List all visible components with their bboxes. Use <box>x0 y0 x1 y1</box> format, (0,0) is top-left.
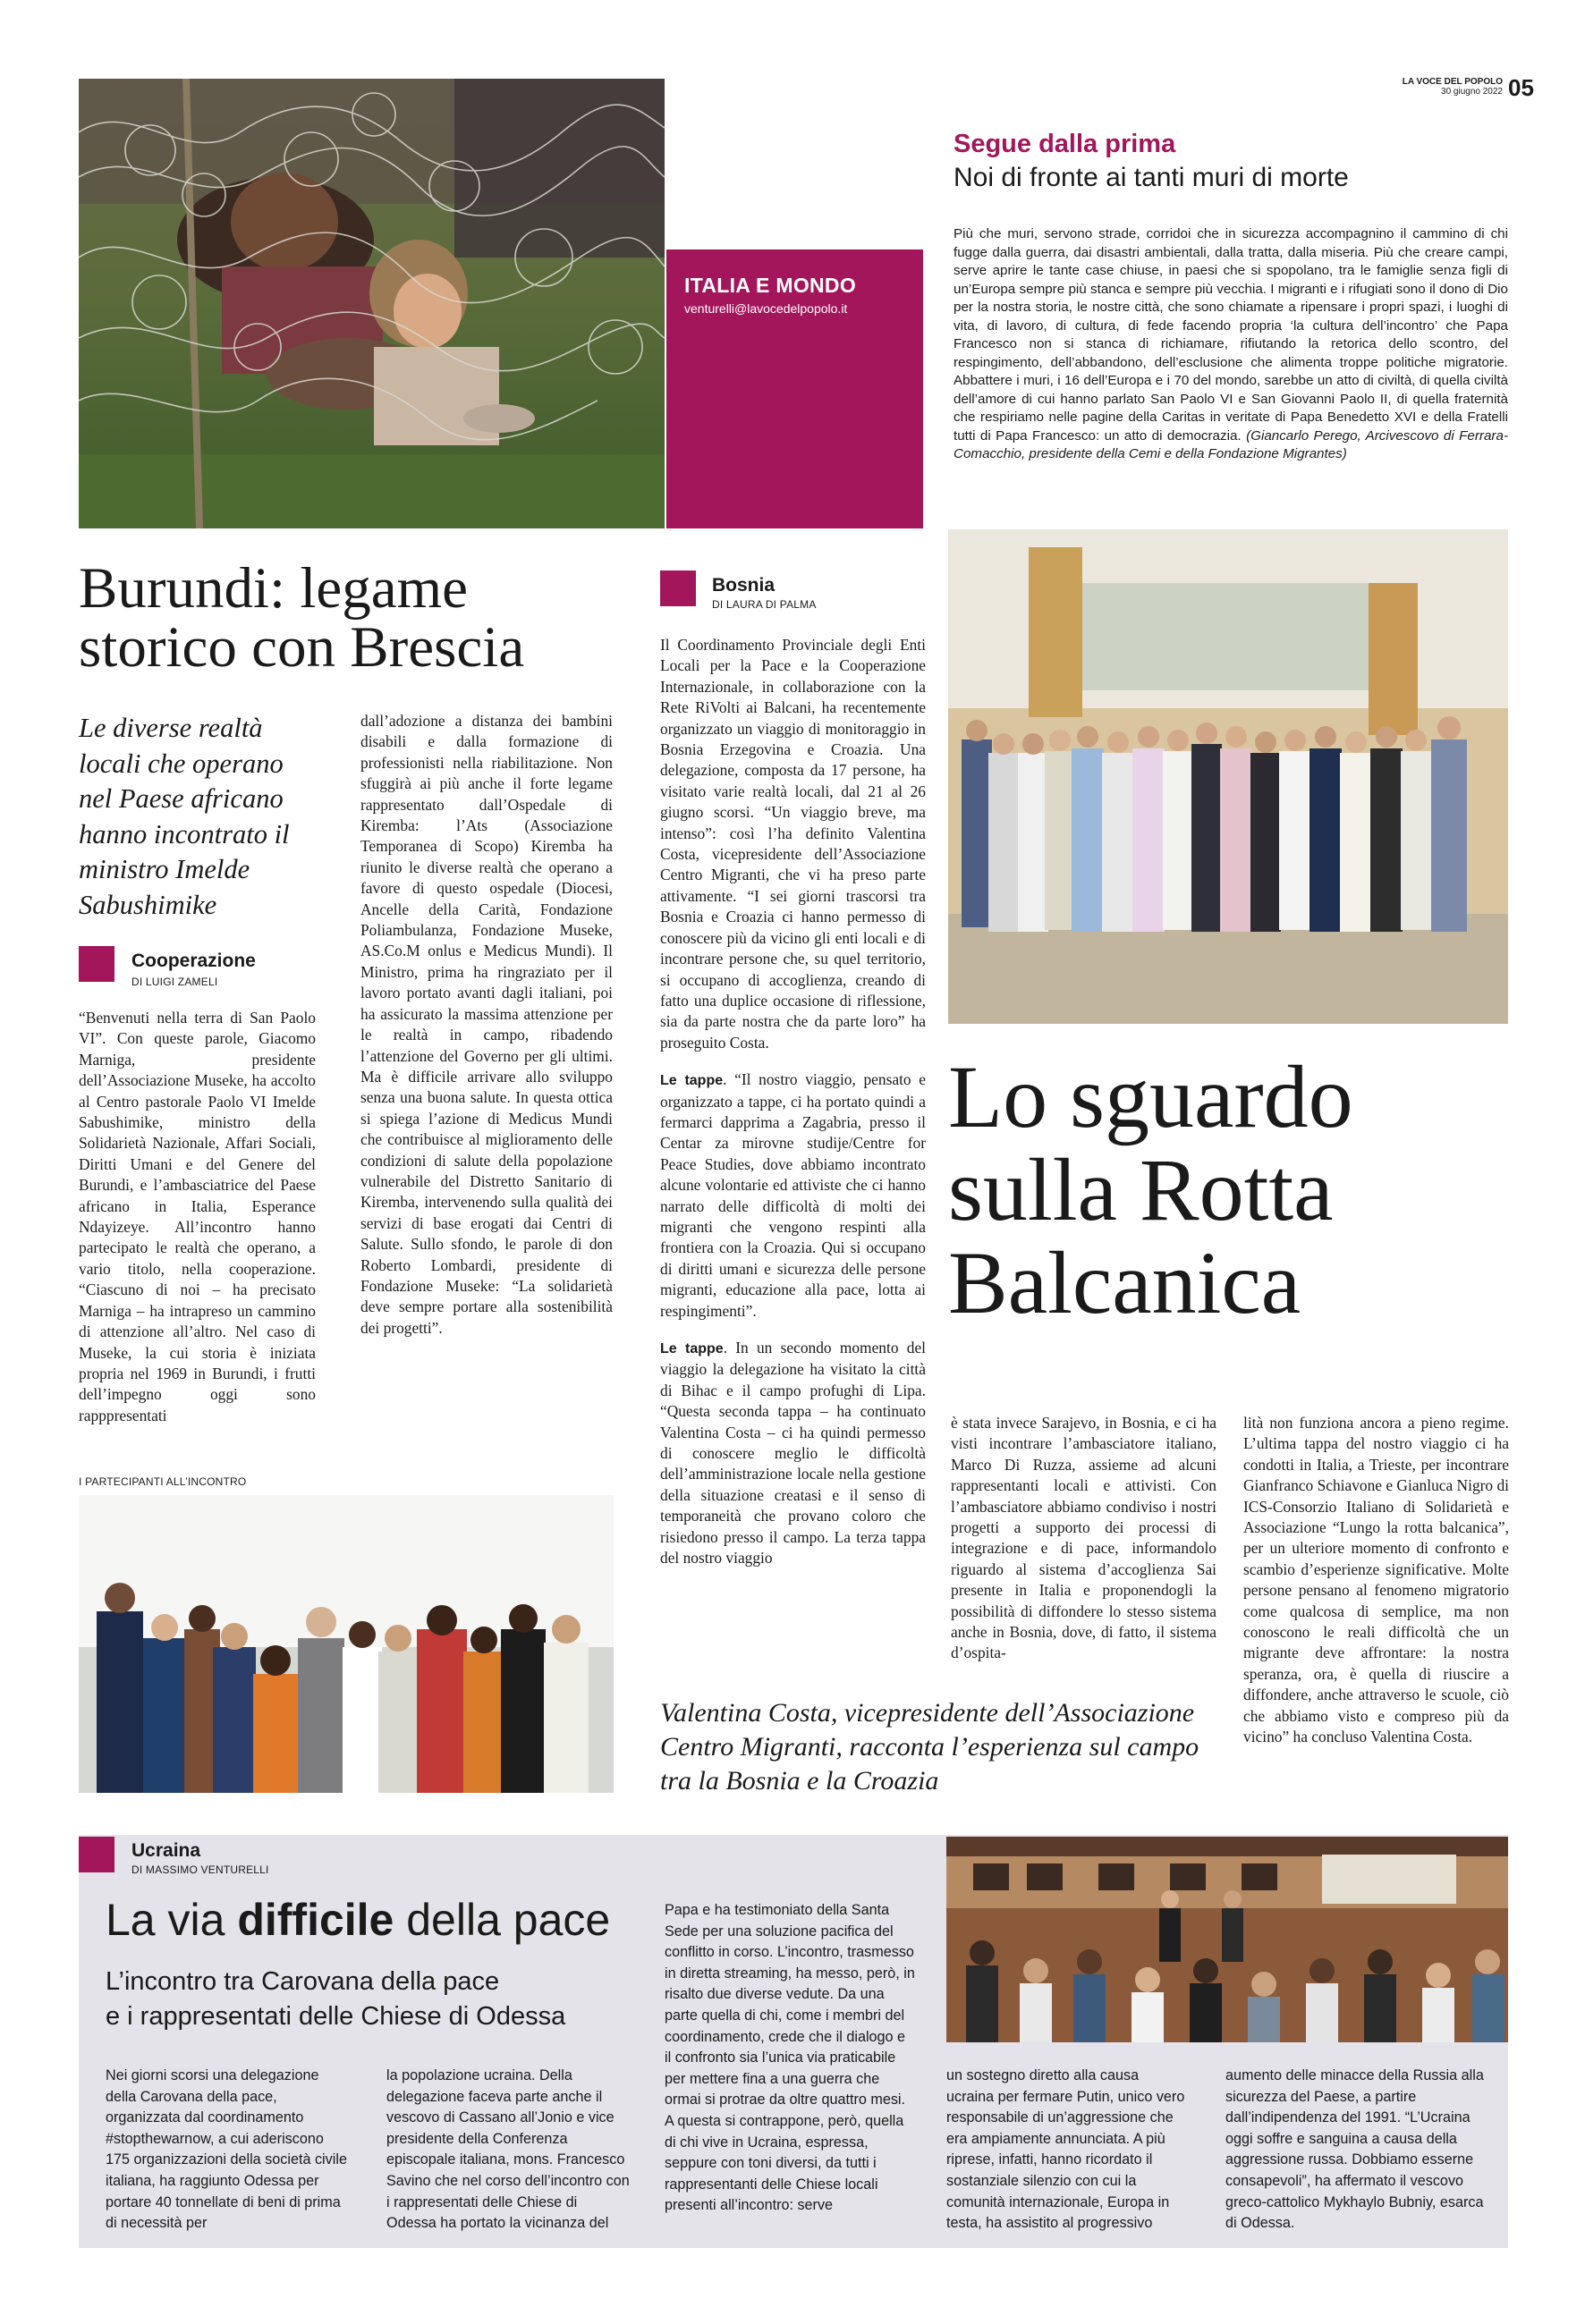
ucraina-headline <box>106 1896 610 1944</box>
bosnia-headline-line2: sulla Rotta <box>948 1140 1334 1239</box>
ucraina-square <box>79 1837 114 1872</box>
bosnia-headline-line3: Balcanica <box>948 1233 1301 1332</box>
ucraina-col3: Papa e ha testimoniato della Santa Sede per una soluzione pacifica del conflitto in corso. L’incontro, trasmesso in diretta streaming, ha messo, però, in risalto due diverse vedute. Da una parte quella di chi, come i membri del coordinamento, crede che il dialogo e il confronto sia l’unica via praticabile per mettere fina a una guerra che ormai si protrae da oltre quattro mesi. A questa si contrappone, però, quella di chi vive in Ucraina, espressa, seppure con toni diversi, da tutti i rappresentanti delle Chiese locali presenti all’incontro: serve <box>665 1902 915 2214</box>
ucraina-col4: un sostegno diretto alla causa ucraina per fermare Putin, unico vero responsabile di un’aggressione che era ampiamente annunciata. A più riprese, infatti, hanno ricordato il sostanziale silenzio con cui la comunità internazionale, Europa in testa, ha assistito al progressivo <box>946 2067 1185 2232</box>
segue-signature: (Giancarlo Perego, Arcivescovo di Ferrara-Comacchio, presidente della Cemi e della Fondazione Migrantes) <box>954 427 1508 461</box>
bosnia-section-name: Bosnia <box>712 575 776 596</box>
bosnia-headline-line1: Lo sguardo <box>948 1047 1353 1146</box>
bosnia-headline <box>948 1047 1353 1332</box>
bosnia-group-photo <box>948 529 1508 1024</box>
bosnia-paragraph-3 <box>660 1338 926 1568</box>
section-tag-email: venturelli@lavocedelpopolo.it <box>684 301 848 316</box>
section-tag <box>666 249 923 528</box>
segue-kicker: Segue dalla prima <box>954 130 1176 158</box>
bosnia-col-a <box>660 635 926 1568</box>
bosnia-text-2: . “Il nostro viaggio, pensato e organizzato a tappe, ci ha portato quindi a fermarci dapprima a Zagabria, presso il Centar za mirovne studije/Centre for Peace Studies, dove abbiamo incontrato alcune volontarie ed attiviste che ci hanno narrato delle difficoltà di molti dei migranti che vengono respinti alla frontiera con la Croazia. Qui si occupano di diritti umani e sicurezza delle persone migranti, educazione alla pace, lotta ai respingimenti”. <box>660 1070 926 1320</box>
cooperazione-section-name: Cooperazione <box>131 951 256 971</box>
segue-body <box>954 225 1508 464</box>
ucraina-section-name: Ucraina <box>131 1840 201 1861</box>
bosnia-col-c: lità non funziona ancora a pieno regime. L’ultima tappa del nostro viaggio ci ha condotti in Italia, a Trieste, per incontrare Gianfranco Schiavone e Gianluca Nigro di ICS-Consorzio Italiano di Solidarietà e Associazione “Lungo la rotta balcanica”, per un ulteriore momento di confronto e scambio d’esperienze significative. Molte persone pensano al fenomeno migratorio come qualcosa di semplice, ma non conoscono le reali difficoltà che un migrante deve affrontare: la nostra speranza, ora, è quella di riuscire a diffondere, anche attraverso le scuole, ciò che abbiamo visto e compreso più da vicino” ha concluso Valentina Costa. <box>1243 1414 1509 1746</box>
bosnia-author: DI LAURA DI PALMA <box>712 598 817 611</box>
bosnia-square <box>660 570 696 606</box>
bosnia-subhead: Valentina Costa, vicepresidente dell’Associazione Centro Migranti, racconta l’esperienza sul campo tra la Bosnia e la Croazia <box>660 1698 1199 1796</box>
bosnia-paragraph-1: Il Coordinamento Provinciale degli Enti Locali per la Pace e la Cooperazione Internazionale, in collaborazione con la Rete RiVolti ai Balcani, ha recentemente organizzato un viaggio di monitoraggio in Bosnia Erzegovina e Croazia. Una delegazione, composta da 17 persone, ha visitato varie realtà locali, dal 21 al 26 giugno scorsi. “Un viaggio breve, ma intenso”: così l’ha definito Valentina Costa, vicepresidente dell’Associazione Centro Migranti, che vi ha preso parte attivamente. “I sei giorni trascorsi tra Bosnia e Croazia ci hanno permesso di conoscere più da vicino gli enti locali e di incontrare persone che, su quel territorio, si occupano di accoglienza, creando di fatto una duplice occasione di riflessione, sia da parte nostra che da parte loro” ha proseguito Costa. <box>660 636 926 1052</box>
barbed-wire-photo <box>79 79 665 528</box>
burundi-headline-line2: storico con Brescia <box>79 615 525 680</box>
burundi-col1: “Benvenuti nella terra di San Paolo VI”. Con queste parole, Giacomo Marniga, presidente dell’Associazione Museke, ha accolto al Centro pastorale Paolo VI Imelde Sabushimike, ministro della Solidarietà Nazionale, Affari Sociali, Diritti Umani e del Genere del Burundi, e l’ambasciatrice del Paese africano in Italia, Esperance Ndayizeye. All’incontro hanno partecipato le realtà che operano, a vario titolo, nella cooperazione. “Ciascuno di noi – ha precisato Marniga – ha intrapreso un cammino di attenzione all’altro. Nel caso di Museke, la cui storia è iniziata propria nel 1969 in Burundi, i frutti dell’impegno oggi sono rapppresentati <box>79 1009 316 1424</box>
burundi-subhead: Le diverse realtà locali che operano nel Paese africano hanno incontrato il ministro Imelde Sabushimike <box>79 713 290 920</box>
ucraina-col1: Nei giorni scorsi una delegazione della Carovana della pace, organizzata dal coordinamento #stopthewarnow, a cui aderiscono 175 organizzazioni della società civile italiana, ha raggiunto Odessa per portare 40 tonnellate di beni di prima di necessità per <box>106 2067 347 2232</box>
segue-text: Più che muri, servono strade, corridoi che in sicurezza accompagnino il cammino di chi fugge dalla guerra, dai disastri ambientali, dalla tratta, dalla miseria. Più che creare campi, serve aprire le tante case chiuse, in paesi che si spopolano, tra le famiglie senza figli di un’Europa sempre più stanca e sempre più vecchia. I migranti e i rifugiati sono il dono di Dio per la nostra storia, le nostre città, che sono chiamate a ripensare i propri spazi, i luoghi di vita, di lavoro, di cultura, di fede facendo propria ‘la cultura dell’incontro’ che Papa Francesco non si stanca di richiamare, rifiutando la retorica dello scontro, del respingimento, dell’abbandono, dell’esclusione che alimenta troppe politiche migratorie. Abbattere i muri, i 16 dell’Europa e i 70 del mondo, sarebbe un atto di civiltà, di quella civiltà dell’amore di cui hanno parlato San Paolo VI e San Giovanni Paolo II, di quella fraternità che respiriamo nelle pagine della Caritas in veritate di Papa Benedetto XVI e della Fratelli tutti di Papa Francesco: un atto di democrazia. <box>954 226 1508 444</box>
burundi-group-photo <box>79 1495 614 1793</box>
ucraina-subhead-line2: e i rappresentati delle Chiese di Odessa <box>106 2002 566 2031</box>
ucraina-subhead-line1: L’incontro tra Carovana della pace <box>106 1967 500 1996</box>
bosnia-col-b: è stata invece Sarajevo, in Bosnia, e ci ha visti incontrare l’ambasciatore italiano, Marco Di Ruzza, assieme ad alcuni rappresentanti locali e attivisti. Con l’ambasciatore abbiamo condiviso i nostri progetti a supporto dei processi di integrazione e di pace, informandolo riguardo al sistema d’accoglienza Sai presente in Italia e proponendogli la possibilità di diffondere lo stesso sistema anche in Bosnia, dove, di fatto, il sistema d’ospita- <box>951 1414 1216 1662</box>
bosnia-paragraph-2 <box>660 1069 926 1322</box>
segue-title: Noi di fronte ai tanti muri di morte <box>954 163 1349 192</box>
ucraina-meeting-photo <box>946 1837 1508 2042</box>
cooperazione-author: DI LUIGI ZAMELI <box>131 976 218 988</box>
cooperazione-square <box>79 946 114 982</box>
ucraina-headline-pre: La via <box>106 1895 238 1945</box>
masthead <box>1395 77 1503 97</box>
bosnia-text-3: . In un secondo momento del viaggio la delegazione ha visitato la città di Bihac e il campo profughi di Lipa. “Questa seconda tappa – ha continuato Valentina Costa – ci ha quindi permesso di conoscere meglio le difficoltà dell’amministrazione locale nella gestione della situazione creatasi e il senso di temporaneità che provano coloro che risiedono presso il campo. La terza tappa del nostro viaggio <box>660 1339 927 1568</box>
burundi-headline-line1: Burundi: legame <box>79 556 469 621</box>
masthead-date: 30 giugno 2022 <box>1441 87 1503 97</box>
burundi-headline <box>79 556 525 680</box>
ucraina-col5: aumento delle minacce della Russia alla sicurezza del Paese, a partire dall’indipendenza del 1991. “L’Ucraina oggi soffre e sanguina a causa della aggressione russa. Dobbiamo esserne consapevoli”, ha affermato il vescovo greco-cattolico Mykhaylo Bubniy, esarca di Odessa. <box>1225 2067 1484 2232</box>
ucraina-headline-post: della pace <box>394 1895 611 1945</box>
ucraina-subhead <box>106 1965 565 2034</box>
masthead-name: LA VOCE DEL POPOLO <box>1402 77 1503 87</box>
burundi-col2: dall’adozione a distanza dei bambini disabili e dalla formazione di professionisti nella riabilitazione. Non sfuggirà ai più anche il forte legame rappresentato dall’Ospedale di Kiremba: l’Ats (Associazione Temporanea di Scopo) Kiremba ha riunito le diverse realtà che operano a favore di questo ospedale (Diocesi, Ancelle della Carità, Fondazione Poliambulanza, Fondazione Museke, AS.Co.M onlus e Medicus Mundi). Il Ministro, prima ha ringraziato per il lavoro portato avanti dagli italiani, poi ha assicurato la massima attenzione per le realtà in campo, ribadendo l’attenzione del Governo per gli ultimi. Ma è difficile arrivare allo sviluppo senza una buona salute. In questa ottica si spiega l’azione di Medicus Mundi che contribuisce al miglioramento delle condizioni di salute della popolazione vulnerabile del Distretto Sanitario di Kiremba, intervenendo sulla qualità dei servizi di base erogati dai Centri di Salute. Sullo sfondo, le parole di don Roberto Lombardi, presidente di Fondazione Museke: “La solidarietà deve sempre portare alla sostenibilità dei progetti”. <box>360 712 613 1337</box>
page-number: 05 <box>1508 74 1534 101</box>
ucraina-col2: la popolazione ucraina. Della delegazione faceva parte anche il vescovo di Cassano all’Jonio e vice presidente della Conferenza episcopale italiana, mons. Francesco Savino che nel corso dell’incontro con i rappresentati delle Chiese di Odessa ha portato la vicinanza del <box>386 2067 630 2232</box>
bosnia-lead-2: Le tappe <box>660 1073 724 1089</box>
section-tag-title: ITALIA E MONDO <box>684 274 857 297</box>
ucraina-author: DI MASSIMO VENTURELLI <box>131 1863 269 1876</box>
burundi-photo-caption: I PARTECIPANTI ALL’INCONTRO <box>79 1475 247 1488</box>
bosnia-lead-3: Le tappe <box>660 1341 724 1356</box>
ucraina-headline-bold: difficile <box>237 1895 394 1945</box>
